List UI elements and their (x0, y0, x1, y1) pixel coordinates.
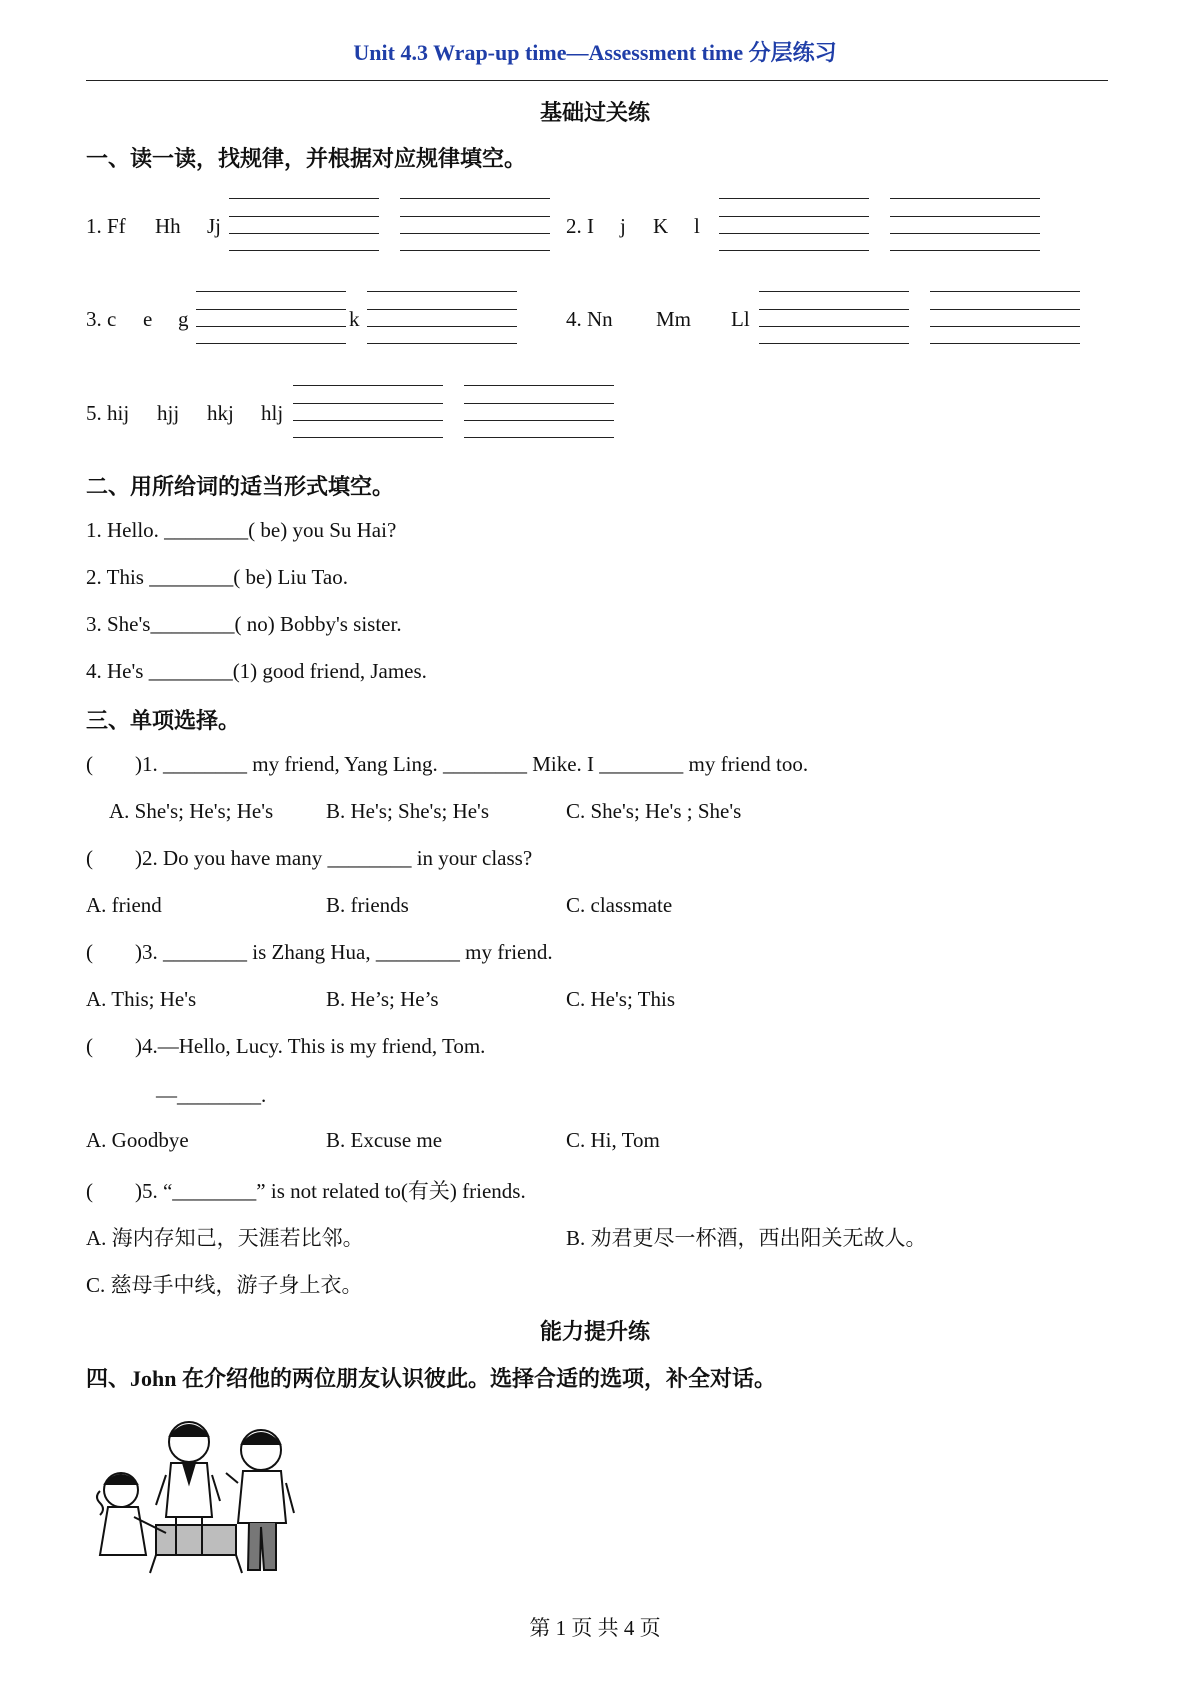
basic-practice-heading: 基础过关练 (539, 100, 650, 125)
header-divider (86, 80, 1108, 81)
advanced-practice-heading: 能力提升练 (539, 1319, 650, 1344)
q2-item: j (620, 214, 626, 238)
fill-blank-question: 4. He's ________(1) good friend, James. (86, 659, 427, 683)
blank-line[interactable] (293, 420, 443, 421)
mc-option[interactable]: A. This; He's (86, 987, 197, 1011)
blank-line[interactable] (930, 309, 1080, 310)
mc-option[interactable]: A. She's; He's; He's (109, 799, 274, 823)
blank-line[interactable] (464, 403, 614, 404)
blank-line[interactable] (229, 198, 379, 199)
q4-label: 4. Nn (566, 307, 613, 331)
blank-line[interactable] (293, 437, 443, 438)
blank-line[interactable] (229, 216, 379, 217)
section-1-title: 一、读一读，找规律，并根据对应规律填空。 (86, 146, 527, 171)
mc-option[interactable]: B. He’s; He’s (326, 987, 439, 1011)
mc-option[interactable]: B. 劝君更尽一杯酒，西出阳关无故人。 (566, 1226, 927, 1250)
blank-line[interactable] (400, 198, 550, 199)
q3-mid-letter: k (349, 307, 360, 331)
blank-line[interactable] (890, 216, 1040, 217)
mc-question-2: ( )2. Do you have many ________ in your class? (86, 846, 533, 870)
blank-line[interactable] (367, 326, 517, 327)
mc-option[interactable]: B. Excuse me (326, 1128, 443, 1152)
blank-line[interactable] (400, 233, 550, 234)
blank-line[interactable] (719, 198, 869, 199)
blank-line[interactable] (759, 343, 909, 344)
mc-option[interactable]: B. friends (326, 893, 409, 917)
blank-line[interactable] (293, 403, 443, 404)
blank-line[interactable] (759, 326, 909, 327)
blank-line[interactable] (890, 233, 1040, 234)
fill-blank-question: 3. She's________( no) Bobby's sister. (86, 612, 402, 636)
q5-item: hjj (157, 401, 180, 425)
mc-question-1: ( )1. ________ my friend, Yang Ling. ________ Mike. I ________ my friend too. (86, 752, 809, 776)
blank-line[interactable] (719, 250, 869, 251)
blank-line[interactable] (719, 233, 869, 234)
q5-item: hkj (207, 401, 234, 425)
three-children-illustration (86, 1405, 316, 1575)
section-3-title: 三、单项选择。 (86, 708, 241, 733)
q2-label: 2. I (566, 214, 594, 238)
blank-line[interactable] (196, 326, 346, 327)
blank-line[interactable] (293, 385, 443, 386)
mc-option[interactable]: A. Goodbye (86, 1128, 189, 1152)
blank-line[interactable] (400, 250, 550, 251)
blank-line[interactable] (464, 385, 614, 386)
blank-line[interactable] (464, 437, 614, 438)
mc-option[interactable]: A. 海内存知己，天涯若比邻。 (86, 1226, 364, 1250)
q3-item: g (178, 307, 189, 331)
blank-line[interactable] (930, 343, 1080, 344)
q2-item: K (653, 214, 669, 238)
blank-line[interactable] (890, 250, 1040, 251)
blank-line[interactable] (367, 343, 517, 344)
q2-item: l (694, 214, 700, 238)
q1-item: Hh (155, 214, 181, 238)
blank-line[interactable] (930, 291, 1080, 292)
mc-question-5: ( )5. “________” is not related to(有关) friends. (86, 1179, 526, 1203)
blank-line[interactable] (367, 291, 517, 292)
blank-line[interactable] (196, 309, 346, 310)
mc-option[interactable]: C. He's; This (566, 987, 675, 1011)
fill-blank-question: 1. Hello. ________( be) you Su Hai? (86, 518, 397, 542)
mc-question-3: ( )3. ________ is Zhang Hua, ________ my friend. (86, 940, 553, 964)
blank-line[interactable] (759, 309, 909, 310)
q3-label: 3. c (86, 307, 117, 331)
mc-option[interactable]: C. classmate (566, 893, 673, 917)
blank-line[interactable] (229, 250, 379, 251)
q5-item: hlj (261, 401, 284, 425)
blank-line[interactable] (719, 216, 869, 217)
mc-option[interactable]: C. 慈母手中线，游子身上衣。 (86, 1273, 363, 1297)
fill-blank-question: 2. This ________( be) Liu Tao. (86, 565, 348, 589)
q4-item: Mm (656, 307, 692, 331)
mc-option[interactable]: C. She's; He's ; She's (566, 799, 742, 823)
mc-option[interactable]: C. Hi, Tom (566, 1128, 660, 1152)
blank-line[interactable] (367, 309, 517, 310)
worksheet-title: Unit 4.3 Wrap-up time—Assessment time 分层练习 (353, 40, 837, 65)
section-2-title: 二、用所给词的适当形式填空。 (86, 474, 395, 499)
blank-line[interactable] (759, 291, 909, 292)
q1-label: 1. Ff (86, 214, 126, 238)
q4-item: Ll (731, 307, 750, 331)
q1-item: Jj (207, 214, 222, 238)
q5-label: 5. hij (86, 401, 130, 425)
blank-line[interactable] (464, 420, 614, 421)
blank-line[interactable] (196, 343, 346, 344)
blank-line[interactable] (890, 198, 1040, 199)
section-4-title: 四、John 在介绍他的两位朋友认识彼此。选择合适的选项，补全对话。 (86, 1366, 776, 1391)
mc-question-4: ( )4.—Hello, Lucy. This is my friend, Tom. (86, 1034, 486, 1058)
blank-line[interactable] (930, 326, 1080, 327)
blank-line[interactable] (196, 291, 346, 292)
blank-line[interactable] (229, 233, 379, 234)
mc-option[interactable]: B. He's; She's; He's (326, 799, 490, 823)
blank-line[interactable] (400, 216, 550, 217)
q3-item: e (143, 307, 153, 331)
page-number: 第 1 页 共 4 页 (529, 1616, 661, 1640)
mc-question-4-reply: —________. (156, 1083, 267, 1107)
mc-option[interactable]: A. friend (86, 893, 162, 917)
